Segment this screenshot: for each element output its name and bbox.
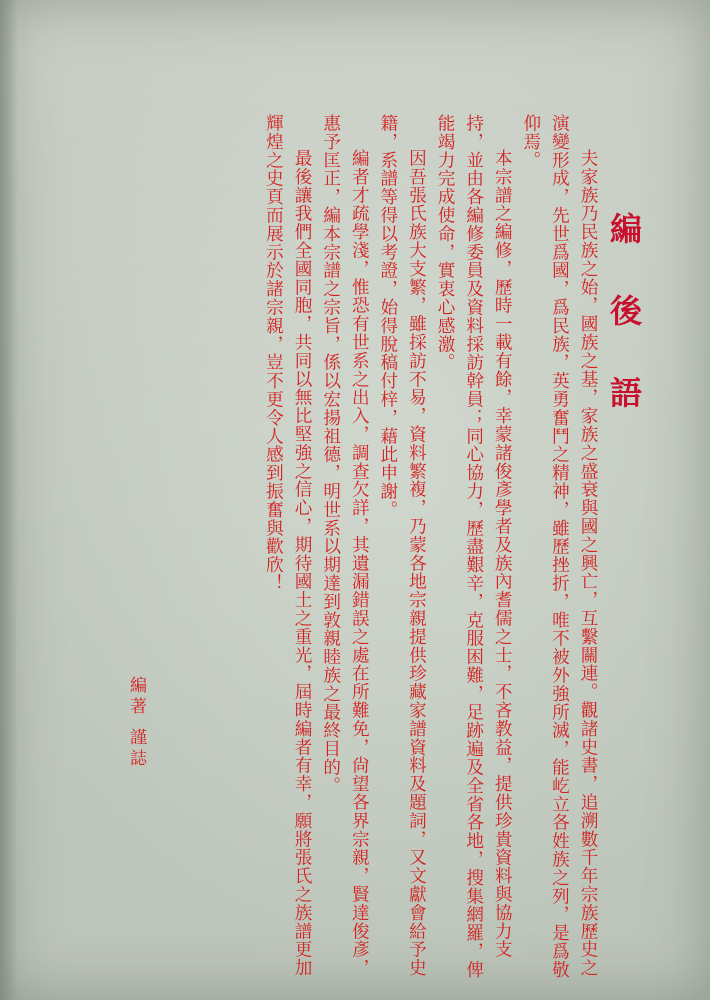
signature-editor: 編著 <box>126 676 146 718</box>
page-title: 編後語 <box>605 212 643 458</box>
afterword-body <box>122 114 602 994</box>
paragraph-4: 編者才疏學淺，惟恐有世系之出入，調查欠詳，其遺漏錯誤之處在所難免，尙望各界宗親，賢達俊彥，惠予匡正，編本宗譜之宗旨，係以宏揚祖德，明世系以期達到敦親睦族之最終目的。 <box>320 114 370 978</box>
binding-shadow <box>0 0 18 1000</box>
paragraph-5: 最後讓我們全國同胞，共同以無比堅強之信心，期待國土之重光，屆時編者有幸，願將張氏之族譜更加輝煌之史頁而展示於諸宗親，豈不更令人感到振奮與歡欣！ <box>263 114 313 978</box>
signature-respectfully: 謹誌 <box>126 728 146 770</box>
paragraph-2: 本宗譜之編修，歷時一載有餘，幸蒙諸俊彥學者及族內耆儒之士，不吝教益，提供珍貴資料與協力支持，並由各編修委員及資料採訪幹員；同心協力，歷盡艱辛，克服困難，足跡遍及全省各地，搜集網羅，俾能竭力完成使命，實衷心感激。 <box>435 114 513 979</box>
paragraph-1: 夫家族乃民族之始，國族之基，家族之盛衰與國之興亡，互繫關連。觀諸史書，追溯數千年宗族歷史之演變形成，先世爲國，爲民族，英勇奮鬥之精神，雖歷挫折，唯不被外強所滅，能屹立各姓族之列，是爲敬仰焉。 <box>520 114 598 979</box>
signature <box>124 676 148 770</box>
paragraph-3: 因吾張氏族大支繁，雖採訪不易，資料繁複，乃蒙各地宗親提供珍藏家譜資料及題詞，又文獻會給予史籍，系譜等得以考證，始得脫稿付梓，藉此申謝。 <box>377 114 427 978</box>
